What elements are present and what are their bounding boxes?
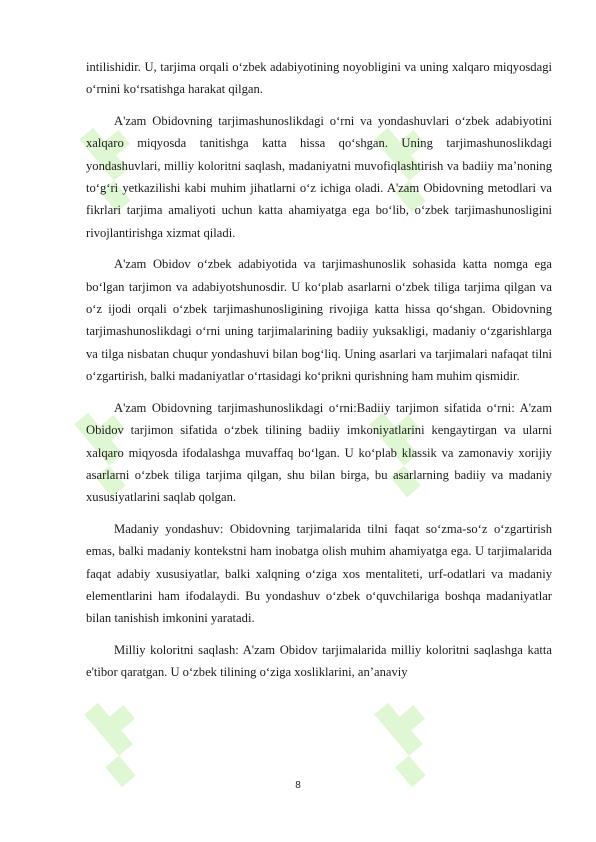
paragraph-continuation: intilishidir. U, tarjima orqali oʻzbek adabiyotining noyobligini va uning xalqaro miqyosdagi oʻrnini koʻrsatishga harakat qilgan.: [86, 60, 552, 97]
paragraph-biography: A'zam Obidov oʻzbek adabiyotida va tarjimashunoslik sohasida katta nomga ega boʻlgan tarjimon va adabiyotshunosdir. U koʻplab asarlarni oʻzbek tiliga tarjima qilgan va oʻz ijodi orqali oʻzbek tarjimashunosligining rivojiga katta hissa qoʻshgan. Obidovning tarjimashunoslikdagi oʻrni uning tarjimalarining badiiy yuksakligi, madaniy oʻzgarishlarga va tilga nisbatan chuqur yondashuvi bilan bogʻliq. Uning asarlari va tarjimalari nafaqat tilni oʻzgartirish, balki madaniyatlar oʻrtasidagi koʻprikni qurishning ham muhim qismidir.: [86, 257, 552, 384]
paragraph-cultural-approach: Madaniy yondashuv: Obidovning tarjimalarida tilni faqat soʻzma-soʻz oʻzgartirish emas, balki madaniy kontekstni ham inobatga olish muhim ahamiyatga ega. U tarjimalarida faqat adabiy xususiyatlar, balki xalqning oʻziga xos mentaliteti, urf-odatlari va madaniy elementlarini ham ifodalaydi. Bu yondashuv oʻzbek oʻquvchilariga boshqa madaniyatlar bilan tanishish imkonini yaratadi.: [86, 521, 552, 626]
body-text: [86, 56, 552, 693]
paragraph-national-color: Milliy koloritni saqlash: A'zam Obidov tarjimalarida milliy koloritni saqlashga katta e'tibor qaratgan. U oʻzbek tilining oʻziga xosliklarini, an’anaviy: [86, 642, 552, 680]
page-number: 8: [295, 780, 301, 791]
watermark-mark-6: [360, 691, 453, 787]
watermark-mark-5: [70, 691, 163, 787]
paragraph-translator-role: A'zam Obidovning tarjimashunoslikdagi oʻrni:Badiiy tarjimon sifatida oʻrni: A'zam Obidov tarjimon sifatida oʻzbek tilining badiiy imkoniyatlarini kengaytirgan va ularni xalqaro miqyosda ifodalashga muvaffaq boʻlgan. U koʻplab klassik va zamonaviy xorijiy asarlarni oʻzbek tiliga tarjima qilgan, shu bilan birga, bu asarlarning badiiy va madaniy xususiyatlarini saqlab qolgan.: [86, 400, 552, 505]
paragraph-approaches: A'zam Obidovning tarjimashunoslikdagi oʻrni va yondashuvlari oʻzbek adabiyotini xalqaro miqyosda tanitishga katta hissa qoʻshgan. Uning tarjimashunoslikdagi yondashuvlari, milliy koloritni saqlash, madaniyatni muvofiqlashtirish va badiiy ma’noning toʻgʻri yetkazilishi kabi muhim jihatlarni oʻz ichiga oladi. A'zam Obidovning metodlari va fikrlari tarjima amaliyoti uchun katta ahamiyatga ega boʻlib, oʻzbek tarjimashunosligini rivojlantirishga xizmat qiladi.: [86, 113, 552, 240]
